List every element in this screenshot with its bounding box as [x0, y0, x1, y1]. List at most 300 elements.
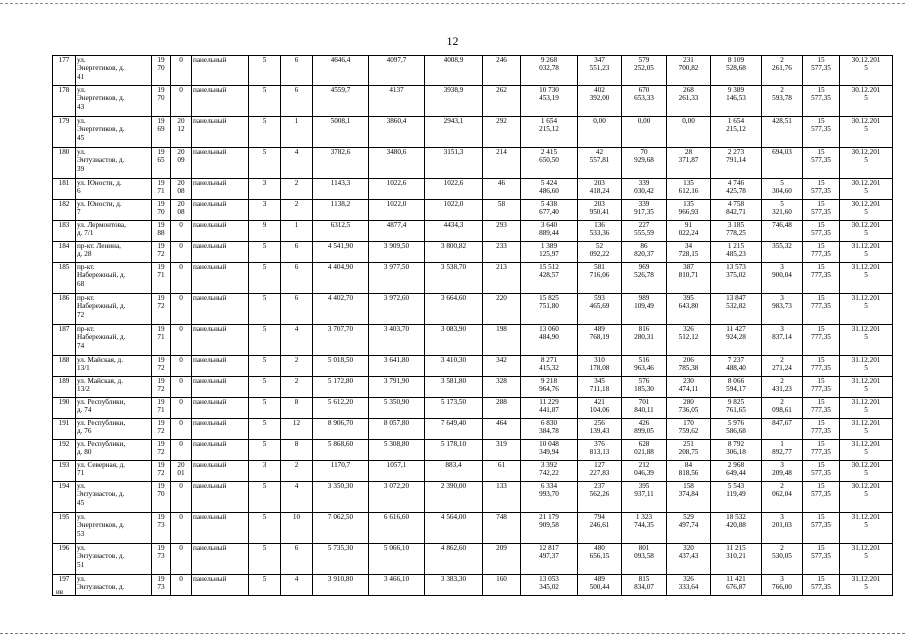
table-cell: 628 021,88	[622, 440, 667, 461]
table-cell: панельный	[192, 377, 249, 398]
table-cell: 237 562,26	[578, 482, 622, 513]
table-cell: 3151,3	[425, 148, 483, 179]
table-cell: 19 70	[152, 482, 171, 513]
table-cell: 3 350,30	[313, 482, 369, 513]
table-cell: 5 350,90	[369, 398, 425, 419]
table-cell: 4 746 425,78	[711, 179, 762, 200]
table-row	[53, 86, 893, 117]
table-cell: 0,00	[578, 117, 622, 148]
table-cell: 0	[171, 263, 192, 294]
table-cell: 293	[483, 221, 521, 242]
table-cell: 15 777,35	[803, 263, 840, 294]
table-cell: 3 707,70	[313, 325, 369, 356]
table-cell: 3 664,60	[425, 294, 483, 325]
table-cell: 1138,2	[313, 200, 369, 221]
table-row	[53, 325, 893, 356]
table-cell: 18 532 420,88	[711, 513, 762, 544]
table-cell: 19 65	[152, 148, 171, 179]
table-cell: 34 728,15	[667, 242, 711, 263]
table-cell: 20 08	[171, 179, 192, 200]
table-cell: 19 70	[152, 56, 171, 86]
table-cell: ул. Энтузиастов, д. 51	[76, 544, 152, 575]
table-cell: 4559,7	[313, 86, 369, 117]
table-cell: 3938,9	[425, 86, 483, 117]
table-cell: 262	[483, 86, 521, 117]
table-cell: 3 185 778,25	[711, 221, 762, 242]
table-cell: 2	[281, 461, 313, 482]
table-cell: 135 966,93	[667, 200, 711, 221]
table-cell: 2943,1	[425, 117, 483, 148]
table-cell: 19 70	[152, 86, 171, 117]
table-cell: 6 334 993,70	[521, 482, 578, 513]
table-cell: 135 612,16	[667, 179, 711, 200]
table-cell: 19 71	[152, 325, 171, 356]
table-cell: 2	[281, 179, 313, 200]
table-cell: 15 777,35	[803, 398, 840, 419]
table-cell: 748	[483, 513, 521, 544]
table-cell: 1 215 485,23	[711, 242, 762, 263]
table-cell: 8 906,70	[313, 419, 369, 440]
table-cell: 815 834,07	[622, 575, 667, 596]
table-cell: 195	[53, 513, 76, 544]
table-cell: 421 104,06	[578, 398, 622, 419]
footer-mark: ив	[56, 588, 64, 596]
table-cell: 193	[53, 461, 76, 482]
table-cell: 7 649,40	[425, 419, 483, 440]
table-cell: 30.12.201 5	[840, 482, 893, 513]
table-cell: 11 229 441,87	[521, 398, 578, 419]
table-cell: 13 053 345,02	[521, 575, 578, 596]
table-cell: 5 612,20	[313, 398, 369, 419]
table-cell: 8 066 594,17	[711, 377, 762, 398]
table-cell: 3 977,50	[369, 263, 425, 294]
table-cell: 31.12.201 5	[840, 440, 893, 461]
table-row	[53, 377, 893, 398]
table-cell: 0,00	[622, 117, 667, 148]
table-cell: 2 530,05	[762, 544, 803, 575]
table-cell: 801 093,58	[622, 544, 667, 575]
table-cell: панельный	[192, 242, 249, 263]
table-cell: панельный	[192, 325, 249, 356]
table-cell: ул. Энтузиастов, д. 45	[76, 482, 152, 513]
table-cell: 4 402,70	[313, 294, 369, 325]
table-cell: 6	[281, 294, 313, 325]
table-row	[53, 544, 893, 575]
table-cell: 345 711,18	[578, 377, 622, 398]
table-cell: 30.12.201 5	[840, 179, 893, 200]
table-cell: 227 555,59	[622, 221, 667, 242]
table-cell: 190	[53, 398, 76, 419]
table-cell: 188	[53, 356, 76, 377]
table-cell: 9 389 146,53	[711, 86, 762, 117]
table-cell: 203 418,24	[578, 179, 622, 200]
table-cell: панельный	[192, 356, 249, 377]
table-cell: 6	[281, 86, 313, 117]
table-cell: 746,48	[762, 221, 803, 242]
table-cell: 0	[171, 86, 192, 117]
table-cell: 8 792 306,18	[711, 440, 762, 461]
table-cell: 9 825 761,65	[711, 398, 762, 419]
table-cell: 15 777,35	[803, 325, 840, 356]
table-cell: 19 73	[152, 513, 171, 544]
table-cell: 9 218 964,76	[521, 377, 578, 398]
table-cell: 214	[483, 148, 521, 179]
table-cell: 1143,3	[313, 179, 369, 200]
table-cell: 11 421 676,87	[711, 575, 762, 596]
table-row	[53, 575, 893, 596]
table-cell: 6	[281, 544, 313, 575]
table-cell: 3 800,82	[425, 242, 483, 263]
table-cell: 233	[483, 242, 521, 263]
table-cell: 5 172,80	[313, 377, 369, 398]
table-cell: 1022,6	[369, 179, 425, 200]
table-cell: 52 092,22	[578, 242, 622, 263]
table-cell: 5	[249, 56, 281, 86]
table-cell: 288	[483, 398, 521, 419]
table-cell: 268 261,33	[667, 86, 711, 117]
table-cell: 9	[249, 221, 281, 242]
table-cell: 4	[281, 325, 313, 356]
table-cell: 5 543 119,49	[711, 482, 762, 513]
table-cell: 6 616,60	[369, 513, 425, 544]
table-cell: 0	[171, 294, 192, 325]
table-cell: 5 178,10	[425, 440, 483, 461]
table-cell: 480 656,15	[578, 544, 622, 575]
table-cell: 19 70	[152, 200, 171, 221]
table-cell: 15 577,35	[803, 200, 840, 221]
table-cell: 12	[281, 419, 313, 440]
table-cell: 19 71	[152, 398, 171, 419]
table-cell: 0	[171, 56, 192, 86]
table-cell: 189	[53, 377, 76, 398]
table-cell: 3 581,80	[425, 377, 483, 398]
table-cell: 19 72	[152, 419, 171, 440]
table-cell: 883,4	[425, 461, 483, 482]
table-cell: 20 08	[171, 200, 192, 221]
table-cell: 5	[249, 294, 281, 325]
table-cell: 395 643,80	[667, 294, 711, 325]
table-cell: 3 083,90	[425, 325, 483, 356]
table-cell: 19 72	[152, 440, 171, 461]
table-cell: 516 963,46	[622, 356, 667, 377]
table-cell: панельный	[192, 544, 249, 575]
table-cell: ул. Юности, д. 6	[76, 179, 152, 200]
table-cell: 15 577,35	[803, 544, 840, 575]
table-cell: 328	[483, 377, 521, 398]
table-cell: 15 577,35	[803, 221, 840, 242]
table-cell: 91 022,24	[667, 221, 711, 242]
table-row	[53, 398, 893, 419]
table-row	[53, 263, 893, 294]
table-cell: 5	[249, 398, 281, 419]
table-cell: 1 892,77	[762, 440, 803, 461]
table-cell: 5	[249, 117, 281, 148]
table-cell: 7 237 488,40	[711, 356, 762, 377]
table-cell: 183	[53, 221, 76, 242]
table-row	[53, 242, 893, 263]
table-row	[53, 179, 893, 200]
table-cell: 5	[249, 325, 281, 356]
table-cell: 694,03	[762, 148, 803, 179]
table-cell: 181	[53, 179, 76, 200]
table-cell: 19 72	[152, 356, 171, 377]
table-cell: 86 820,37	[622, 242, 667, 263]
table-cell: 30.12.201 5	[840, 117, 893, 148]
table-cell: 30.12.201 5	[840, 221, 893, 242]
table-cell: 0	[171, 356, 192, 377]
table-cell: 3 466,10	[369, 575, 425, 596]
table-cell: 4 564,00	[425, 513, 483, 544]
table-cell: 31.12.201 5	[840, 325, 893, 356]
table-cell: 15 577,35	[803, 461, 840, 482]
table-row	[53, 221, 893, 242]
table-cell: 133	[483, 482, 521, 513]
table-cell: 0	[171, 575, 192, 596]
table-cell: 3	[249, 200, 281, 221]
page-top-border	[0, 3, 905, 4]
table-cell: пр-кт. Набережный, д. 72	[76, 294, 152, 325]
table-cell: 30.12.201 5	[840, 86, 893, 117]
table-cell: 3	[249, 179, 281, 200]
table-row	[53, 56, 893, 86]
table-cell: 489 768,19	[578, 325, 622, 356]
table-cell: 3 392 742,22	[521, 461, 578, 482]
table-cell: 13 060 484,90	[521, 325, 578, 356]
table-cell: 2	[281, 356, 313, 377]
table-cell: 15 777,35	[803, 294, 840, 325]
table-cell: панельный	[192, 263, 249, 294]
table-cell: 4137	[369, 86, 425, 117]
table-cell: 3 201,03	[762, 513, 803, 544]
table-cell: 1057,1	[369, 461, 425, 482]
table-cell: 31.12.201 5	[840, 263, 893, 294]
table-cell: панельный	[192, 440, 249, 461]
table-cell: пр-кт. Набережный, д. 68	[76, 263, 152, 294]
table-cell: 20 01	[171, 461, 192, 482]
table-cell: 4	[281, 148, 313, 179]
table-cell: 177	[53, 56, 76, 86]
table-cell: 178	[53, 86, 76, 117]
table-cell: 185	[53, 263, 76, 294]
table-cell: 1 323 744,35	[622, 513, 667, 544]
table-cell: 127 227,83	[578, 461, 622, 482]
table-cell: 3 640 889,44	[521, 221, 578, 242]
table-cell: панельный	[192, 575, 249, 596]
table-cell: панельный	[192, 148, 249, 179]
table-cell: 212 046,39	[622, 461, 667, 482]
table-cell: 209	[483, 544, 521, 575]
table-cell: 6	[281, 242, 313, 263]
table-cell: 989 109,49	[622, 294, 667, 325]
table-cell: 701 840,11	[622, 398, 667, 419]
table-cell: 2 062,04	[762, 482, 803, 513]
table-cell: 5 308,80	[369, 440, 425, 461]
table-cell: 19 69	[152, 117, 171, 148]
table-cell: 194	[53, 482, 76, 513]
table-cell: 31.12.201 5	[840, 419, 893, 440]
table-row	[53, 440, 893, 461]
table-cell: 256 139,43	[578, 419, 622, 440]
table-cell: 3 900,04	[762, 263, 803, 294]
table-cell: 426 899,05	[622, 419, 667, 440]
table-cell: 184	[53, 242, 76, 263]
table-cell: ул. Республики, д. 74	[76, 398, 152, 419]
table-cell: 15 777,35	[803, 242, 840, 263]
table-cell: 5	[249, 242, 281, 263]
table-cell: 15 777,35	[803, 419, 840, 440]
table-cell: 4434,3	[425, 221, 483, 242]
table-cell: 576 185,30	[622, 377, 667, 398]
table-cell: 5 424 486,60	[521, 179, 578, 200]
table-row	[53, 356, 893, 377]
table-cell: 3 209,48	[762, 461, 803, 482]
table-cell: 12 817 497,37	[521, 544, 578, 575]
table-cell: 2 273 791,14	[711, 148, 762, 179]
table-cell: 387 810,71	[667, 263, 711, 294]
table-cell: 30.12.201 5	[840, 56, 893, 86]
table-cell: 6312,5	[313, 221, 369, 242]
table-cell: 3	[249, 461, 281, 482]
table-row	[53, 200, 893, 221]
table-cell: 31.12.201 5	[840, 513, 893, 544]
table-cell: 5 976 586,68	[711, 419, 762, 440]
table-cell: 5	[249, 148, 281, 179]
table-row	[53, 117, 893, 148]
table-cell: 5 321,60	[762, 200, 803, 221]
table-cell: 6 830 384,78	[521, 419, 578, 440]
table-cell: 158 374,84	[667, 482, 711, 513]
table-cell: 326 512,12	[667, 325, 711, 356]
table-cell: 280 736,05	[667, 398, 711, 419]
table-cell: 19 72	[152, 461, 171, 482]
table-cell: 187	[53, 325, 76, 356]
table-cell: 13 847 532,82	[711, 294, 762, 325]
table-cell: 1170,7	[313, 461, 369, 482]
table-cell: 2 098,61	[762, 398, 803, 419]
table-cell: панельный	[192, 482, 249, 513]
table-cell: 15 577,35	[803, 575, 840, 596]
table-cell: 179	[53, 117, 76, 148]
table-cell: 2	[281, 200, 313, 221]
table-cell: 5 868,60	[313, 440, 369, 461]
housing-register-table	[52, 55, 893, 596]
table-cell: 13 573 375,02	[711, 263, 762, 294]
table-cell: 15 777,35	[803, 440, 840, 461]
table-cell: панельный	[192, 117, 249, 148]
table-cell: панельный	[192, 200, 249, 221]
table-cell: 2 415 650,50	[521, 148, 578, 179]
table-cell: 30.12.201 5	[840, 461, 893, 482]
table-cell: 320 437,43	[667, 544, 711, 575]
table-cell: 310 178,08	[578, 356, 622, 377]
table-cell: 319	[483, 440, 521, 461]
table-cell: 0	[171, 513, 192, 544]
table-cell: 2 390,00	[425, 482, 483, 513]
table-cell: 529 497,74	[667, 513, 711, 544]
table-cell: 0	[171, 377, 192, 398]
table-cell: 136 533,36	[578, 221, 622, 242]
table-cell: 428,51	[762, 117, 803, 148]
table-cell: 6	[281, 263, 313, 294]
table-body	[53, 56, 893, 596]
table-cell: 4	[281, 575, 313, 596]
table-cell: 579 252,05	[622, 56, 667, 86]
table-cell: панельный	[192, 419, 249, 440]
table-cell: 969 526,78	[622, 263, 667, 294]
table-cell: 5	[249, 419, 281, 440]
table-cell: 4 862,60	[425, 544, 483, 575]
table-cell: 0	[171, 482, 192, 513]
table-cell: 5 304,60	[762, 179, 803, 200]
table-cell: 4 404,90	[313, 263, 369, 294]
table-cell: 19 72	[152, 242, 171, 263]
table-cell: 794 246,61	[578, 513, 622, 544]
table-cell: 3782,6	[313, 148, 369, 179]
table-cell: 19 72	[152, 377, 171, 398]
table-cell: 0	[171, 419, 192, 440]
table-cell: 593 465,69	[578, 294, 622, 325]
table-cell: 342	[483, 356, 521, 377]
table-cell: панельный	[192, 221, 249, 242]
table-cell: 213	[483, 263, 521, 294]
table-cell: панельный	[192, 398, 249, 419]
table-cell: 4097,7	[369, 56, 425, 86]
table-cell: панельный	[192, 513, 249, 544]
table-cell: 61	[483, 461, 521, 482]
table-cell: 3 909,50	[369, 242, 425, 263]
table-cell: 31.12.201 5	[840, 242, 893, 263]
table-cell: 1 389 125,97	[521, 242, 578, 263]
table-cell: 0	[171, 544, 192, 575]
table-cell: 15 577,35	[803, 513, 840, 544]
table-cell: 8	[281, 440, 313, 461]
table-cell: 15 577,35	[803, 86, 840, 117]
table-cell: 5 173,50	[425, 398, 483, 419]
table-cell: 206 785,38	[667, 356, 711, 377]
table-cell: 197	[53, 575, 76, 596]
table-cell: 21 179 909,58	[521, 513, 578, 544]
table-cell: 8	[281, 398, 313, 419]
table-cell: 464	[483, 419, 521, 440]
table-cell: 339 917,35	[622, 200, 667, 221]
table-cell: 5 735,30	[313, 544, 369, 575]
table-cell: 1 654 215,12	[521, 117, 578, 148]
table-cell: 31.12.201 5	[840, 398, 893, 419]
table-cell: 7 062,50	[313, 513, 369, 544]
table-cell: 1	[281, 117, 313, 148]
table-cell: 198	[483, 325, 521, 356]
table-cell: ул. Майская, д. 13/2	[76, 377, 152, 398]
table-cell: 230 474,11	[667, 377, 711, 398]
table-cell: панельный	[192, 86, 249, 117]
table-row	[53, 148, 893, 179]
table-cell: 70 929,68	[622, 148, 667, 179]
table-cell: 2 968 649,44	[711, 461, 762, 482]
table-cell: 376 813,13	[578, 440, 622, 461]
table-cell: 251 208,75	[667, 440, 711, 461]
table-cell: ул. Республики, д. 76	[76, 419, 152, 440]
table-cell: 15 777,35	[803, 377, 840, 398]
table-cell: 5	[249, 440, 281, 461]
table-cell: 2	[281, 377, 313, 398]
table-cell: 489 500,44	[578, 575, 622, 596]
table-cell: 3480,6	[369, 148, 425, 179]
table-cell: 3 972,60	[369, 294, 425, 325]
table-cell: 2 261,76	[762, 56, 803, 86]
table-cell: 2 593,78	[762, 86, 803, 117]
table-cell: 84 818,56	[667, 461, 711, 482]
table-cell: 196	[53, 544, 76, 575]
